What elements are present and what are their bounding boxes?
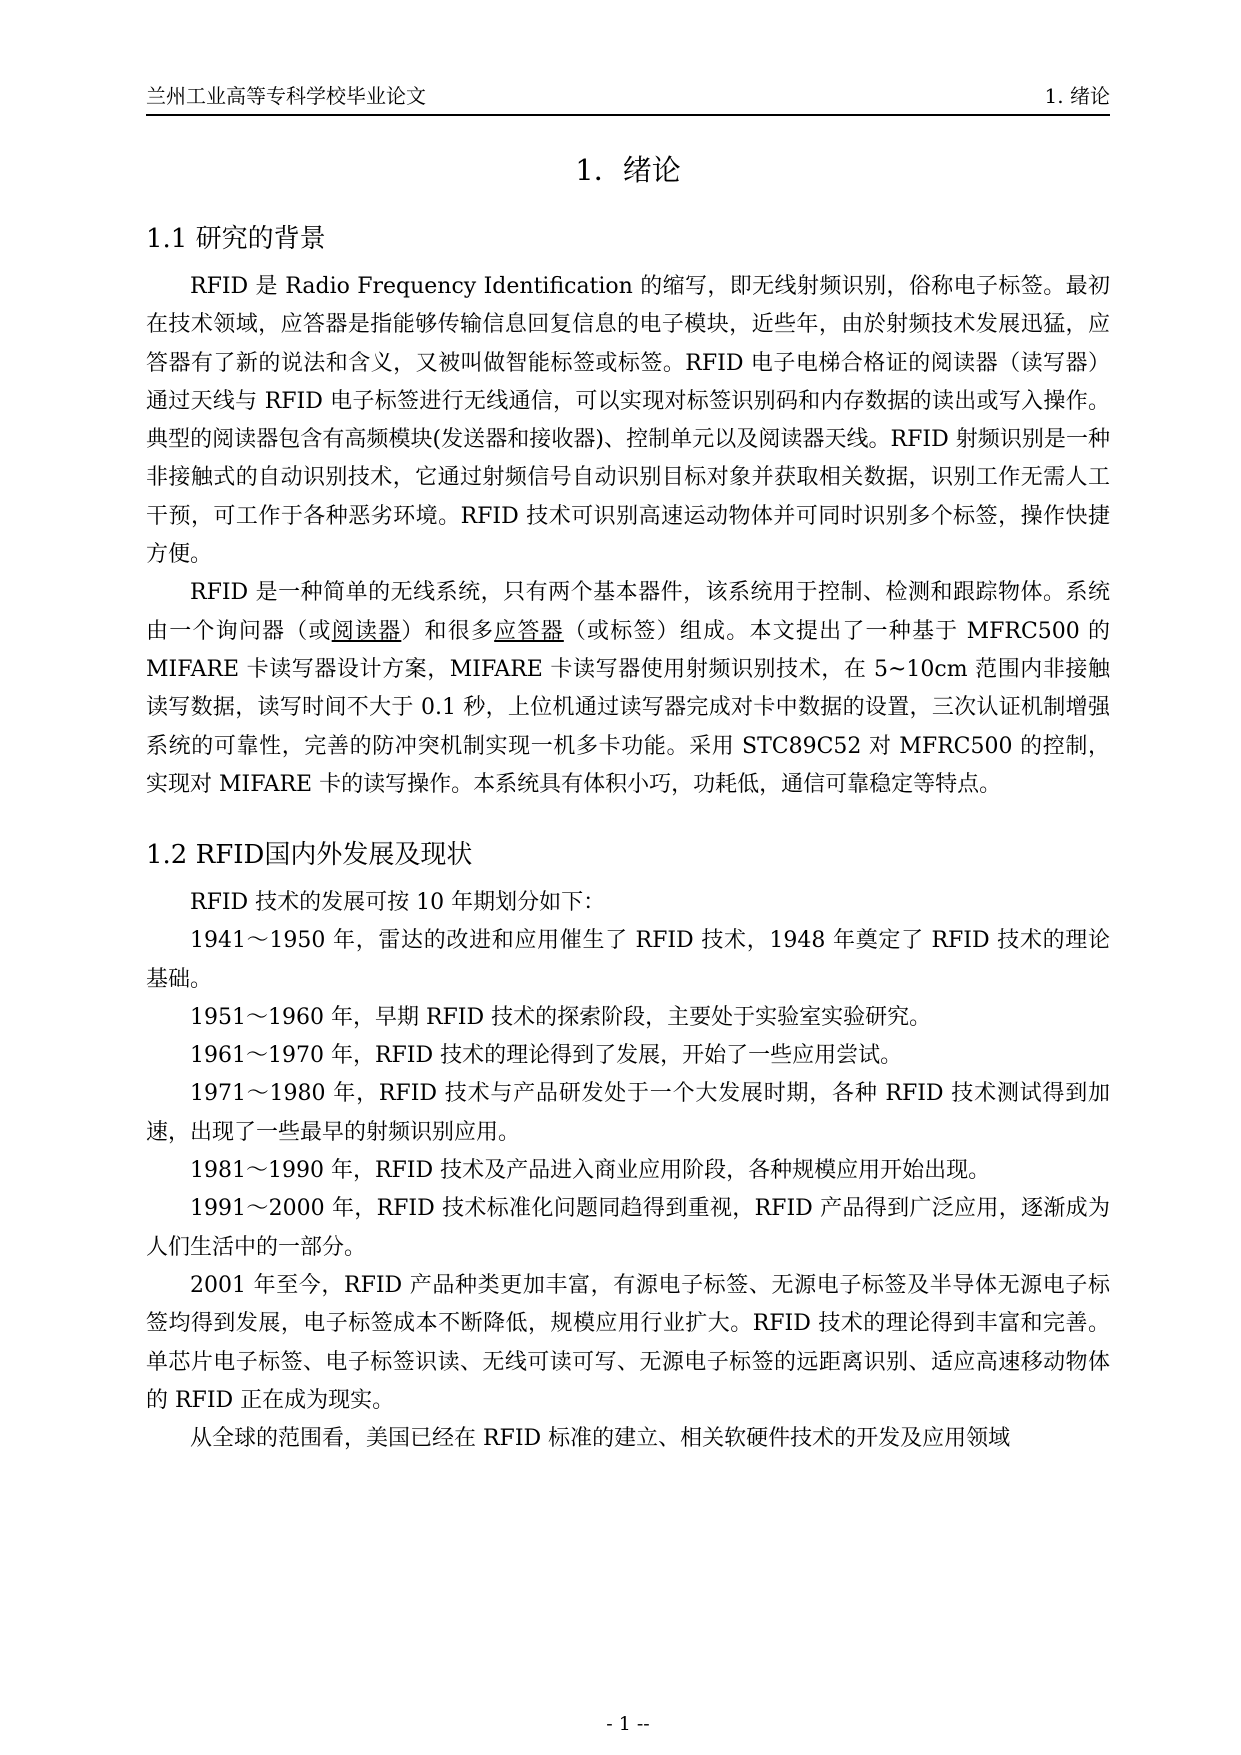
paragraph-timeline-1981: 1981～1990 年，RFID 技术及产品进入商业应用阶段，各种规模应用开始出现。 — [190, 1158, 991, 1184]
link-reader[interactable]: 阅读器 — [331, 618, 402, 644]
paragraph-rfid-system — [146, 574, 1110, 804]
section-body-background — [146, 268, 1110, 804]
paragraph-timeline-1961: 1961～1970 年，RFID 技术的理论得到了发展，开始了一些应用尝试。 — [190, 1043, 903, 1069]
paragraph-text: （或标签）组成。本文提出了一种基于 MFRC500 的 MIFARE 卡读写器设计方案，MIFARE 卡读写器使用射频识别技术，在 5~10cm 范围内非接触读写数据，读写时间不大于 0.1 秒，上位机通过读写器完成对卡中数据的设置，三次认证机制增强系统的可靠性，完善的防冲突机制实现一机多卡功能。采用 STC89C52 对 MFRC500 的控制，实现对 MIFARE 卡的读写操作。本系统具有体积小巧，功耗低，通信可靠稳定等特点。 — [146, 618, 1110, 797]
paragraph-timeline-2001: 2001 年至今，RFID 产品种类更加丰富，有源电子标签、无源电子标签及半导体无源电子标签均得到发展，电子标签成本不断降低，规模应用行业扩大。RFID 技术的理论得到丰富和完善。单芯片电子标签、电子标签识读、无线可读可写、无源电子标签的远距离识别、适应高速移动物体的 RFID 正在成为现实。 — [146, 1272, 1110, 1413]
page-number: - 1 -- — [606, 1713, 650, 1735]
paragraph-timeline-1991: 1991～2000 年，RFID 技术标准化问题同趋得到重视，RFID 产品得到广泛应用，逐渐成为人们生活中的一部分。 — [146, 1196, 1110, 1260]
paragraph-development-intro: RFID 技术的发展可按 10 年期划分如下： — [190, 890, 606, 915]
paragraph-text: ）和很多 — [401, 618, 495, 644]
page-header — [146, 82, 1110, 116]
paragraph-text: RFID 是一种简单的无线系统，只有两个基本器件，该系统用于控制、检测和跟踪物体。系统由一个询问器（或 — [146, 580, 1110, 644]
section-body-development — [146, 884, 1110, 1458]
section-heading-development: 1.2 RFID国内外发展及现状 — [146, 840, 473, 870]
link-transponder[interactable]: 应答器 — [494, 618, 564, 644]
paragraph-global-view: 从全球的范围看，美国已经在 RFID 标准的建立、相关软硬件技术的开发及应用领域 — [190, 1426, 1011, 1452]
paragraph-timeline-1951: 1951～1960 年，早期 RFID 技术的探索阶段，主要处于实验室实验研究。 — [190, 1004, 932, 1030]
paragraph-rfid-definition: RFID 是 Radio Frequency Identification 的缩写，即无线射频识别，俗称电子标签。最初在技术领域，应答器是指能够传输信息回复信息的电子模块，近些年，由於射频技术发展迅猛，应答器有了新的说法和含义，又被叫做智能标签或标签。RFID 电子电梯合格证的阅读器（读写器）通过天线与 RFID 电子标签进行无线通信，可以实现对标签识别码和内存数据的读出或写入操作。典型的阅读器包含有高频模块(发送器和接收器)、控制单元以及阅读器天线。RFID 射频识别是一种非接触式的自动识别技术，它通过射频信号自动识别目标对象并获取相关数据，识别工作无需人工干预，可工作于各种恶劣环境。RFID 技术可识别高速运动物体并可同时识别多个标签，操作快捷方便。 — [146, 274, 1110, 568]
header-chapter-label: 1. 绪论 — [1044, 84, 1110, 108]
chapter-title: 1．绪论 — [575, 153, 681, 187]
header-school-title: 兰州工业高等专科学校毕业论文 — [146, 84, 426, 108]
paragraph-timeline-1971: 1971～1980 年，RFID 技术与产品研发处于一个大发展时期，各种 RFID 技术测试得到加速，出现了一些最早的射频识别应用。 — [146, 1081, 1110, 1145]
section-heading-background: 1.1 研究的背景 — [146, 224, 326, 254]
paragraph-timeline-1941: 1941～1950 年，雷达的改进和应用催生了 RFID 技术，1948 年奠定了 RFID 技术的理论基础。 — [146, 928, 1110, 992]
